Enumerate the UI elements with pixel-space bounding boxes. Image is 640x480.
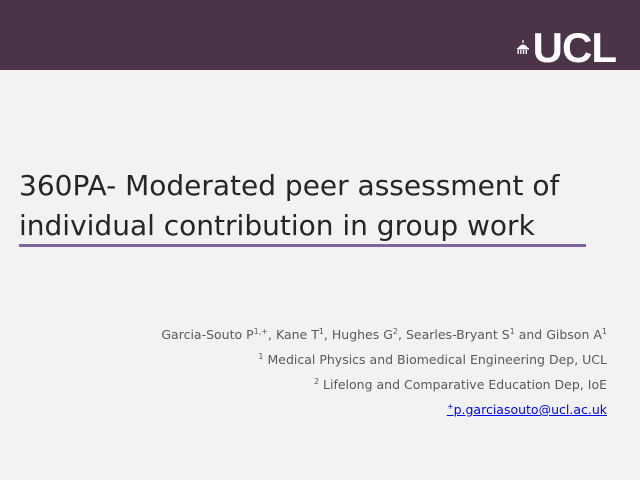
contact-email [161, 397, 607, 422]
author-block [161, 322, 607, 422]
title-line-1: 360PA- Moderated peer assessment of [19, 169, 560, 202]
ucl-logo [516, 24, 616, 71]
author-2: Kane $T^1$, [275, 327, 332, 342]
portico-dome-icon [516, 40, 530, 54]
author-4: Searles-Bryant $S^1$ and [405, 327, 547, 342]
email-link[interactable]: +p.garciasouto@ucl.ac.uk [446, 402, 607, 417]
slide-title [19, 166, 619, 246]
author-3: Hughes $G^2$, [331, 327, 406, 342]
header-bar [0, 0, 640, 70]
logo-wordmark: UCL [532, 24, 616, 71]
affiliation-1: $^1$ Medical Physics and Biomedical Engineering Dep, UCL [258, 352, 607, 367]
author-5: Gibson $A^1$ [546, 327, 607, 342]
title-line-2: individual contribution in group work [19, 209, 535, 242]
affiliation-2: $^2$ Lifelong and Comparative Education Dep, IoE [313, 377, 607, 392]
author-list [161, 322, 607, 347]
title-underline [19, 244, 586, 247]
author-1: Garcia-Souto $P^{1,+}$, [161, 327, 276, 342]
